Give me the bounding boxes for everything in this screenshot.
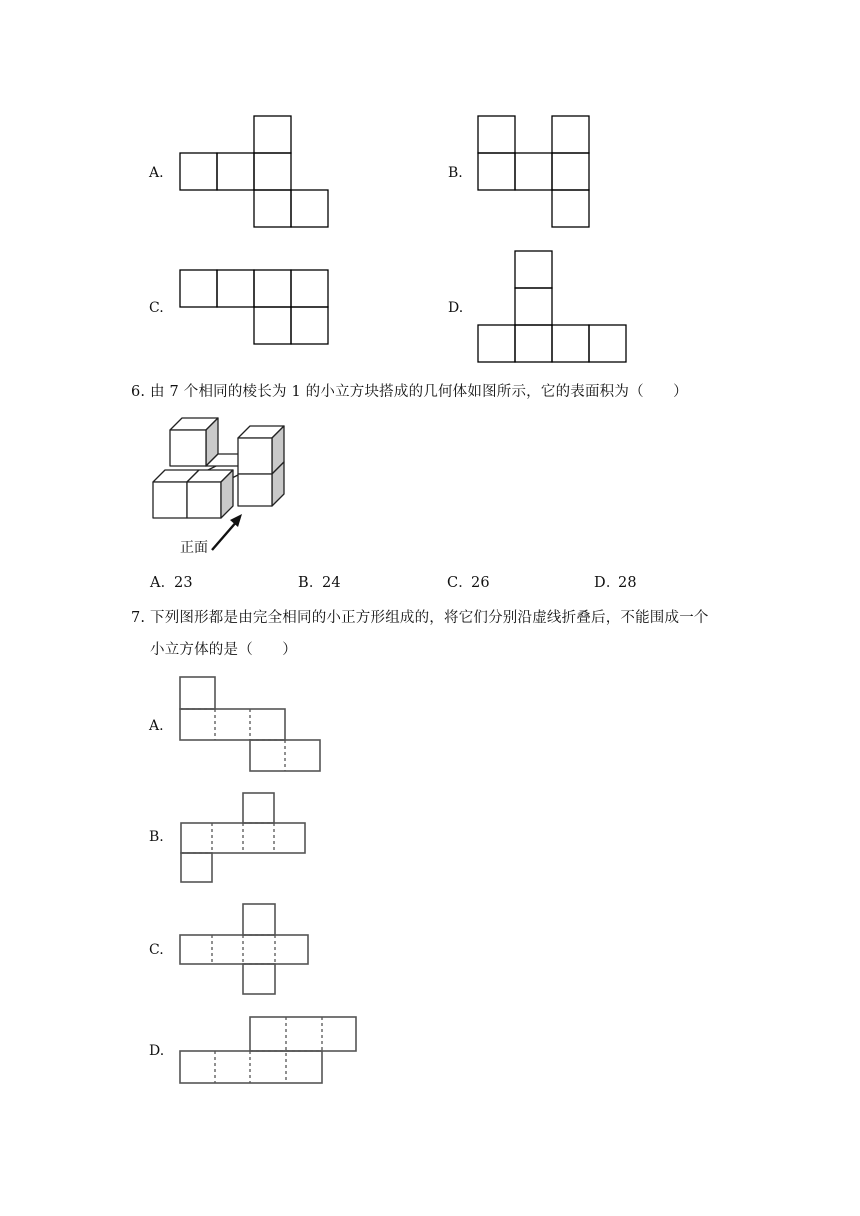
q6-choice-d-value: 28 [618,575,637,591]
q6-front-label: 正面 [180,540,208,556]
q6-number: 6. [131,384,146,400]
q7-option-c-net-figure [175,900,315,1000]
q6-cube-stack-figure [150,410,300,560]
q5-option-b-letter: B. [448,165,463,181]
q6-choice-a-letter: A． [150,575,176,591]
q5-option-c-net-figure [175,266,335,350]
q5-option-d-letter: D. [448,300,464,316]
q7-option-d-net-figure [175,1013,365,1093]
q7-option-d-letter: D. [149,1043,165,1059]
q6-choice-a-value: 23 [174,575,193,591]
q5-option-d-net-figure [474,247,634,367]
q7-option-b-letter: B. [149,829,164,845]
q7-option-a-net-figure [175,673,330,778]
q6-stem: 由 7 个相同的棱长为 1 的小立方块搭成的几何体如图所示，它的表面积为（ ） [150,384,688,400]
q5-option-a-net-figure [175,112,335,232]
q6-choice-c-value: 26 [471,575,490,591]
q5-option-a-letter: A. [149,165,164,181]
q5-option-b-net-figure [474,112,594,232]
q7-option-c-letter: C. [149,942,164,958]
q7-number: 7. [131,610,146,626]
q7-stem-line2: 小立方体的是（ ） [150,642,297,658]
q7-option-a-letter: A. [149,718,164,734]
q5-option-c-letter: C. [149,300,164,316]
q7-stem-line1: 下列图形都是由完全相同的小正方形组成的，将它们分别沿虚线折叠后，不能围成一个 [150,610,709,626]
q6-choice-d-letter: D． [594,575,621,591]
q6-choice-b-value: 24 [322,575,341,591]
q7-option-b-net-figure [175,789,315,889]
q6-choice-c-letter: C． [447,575,473,591]
q6-choice-b-letter: B． [298,575,324,591]
